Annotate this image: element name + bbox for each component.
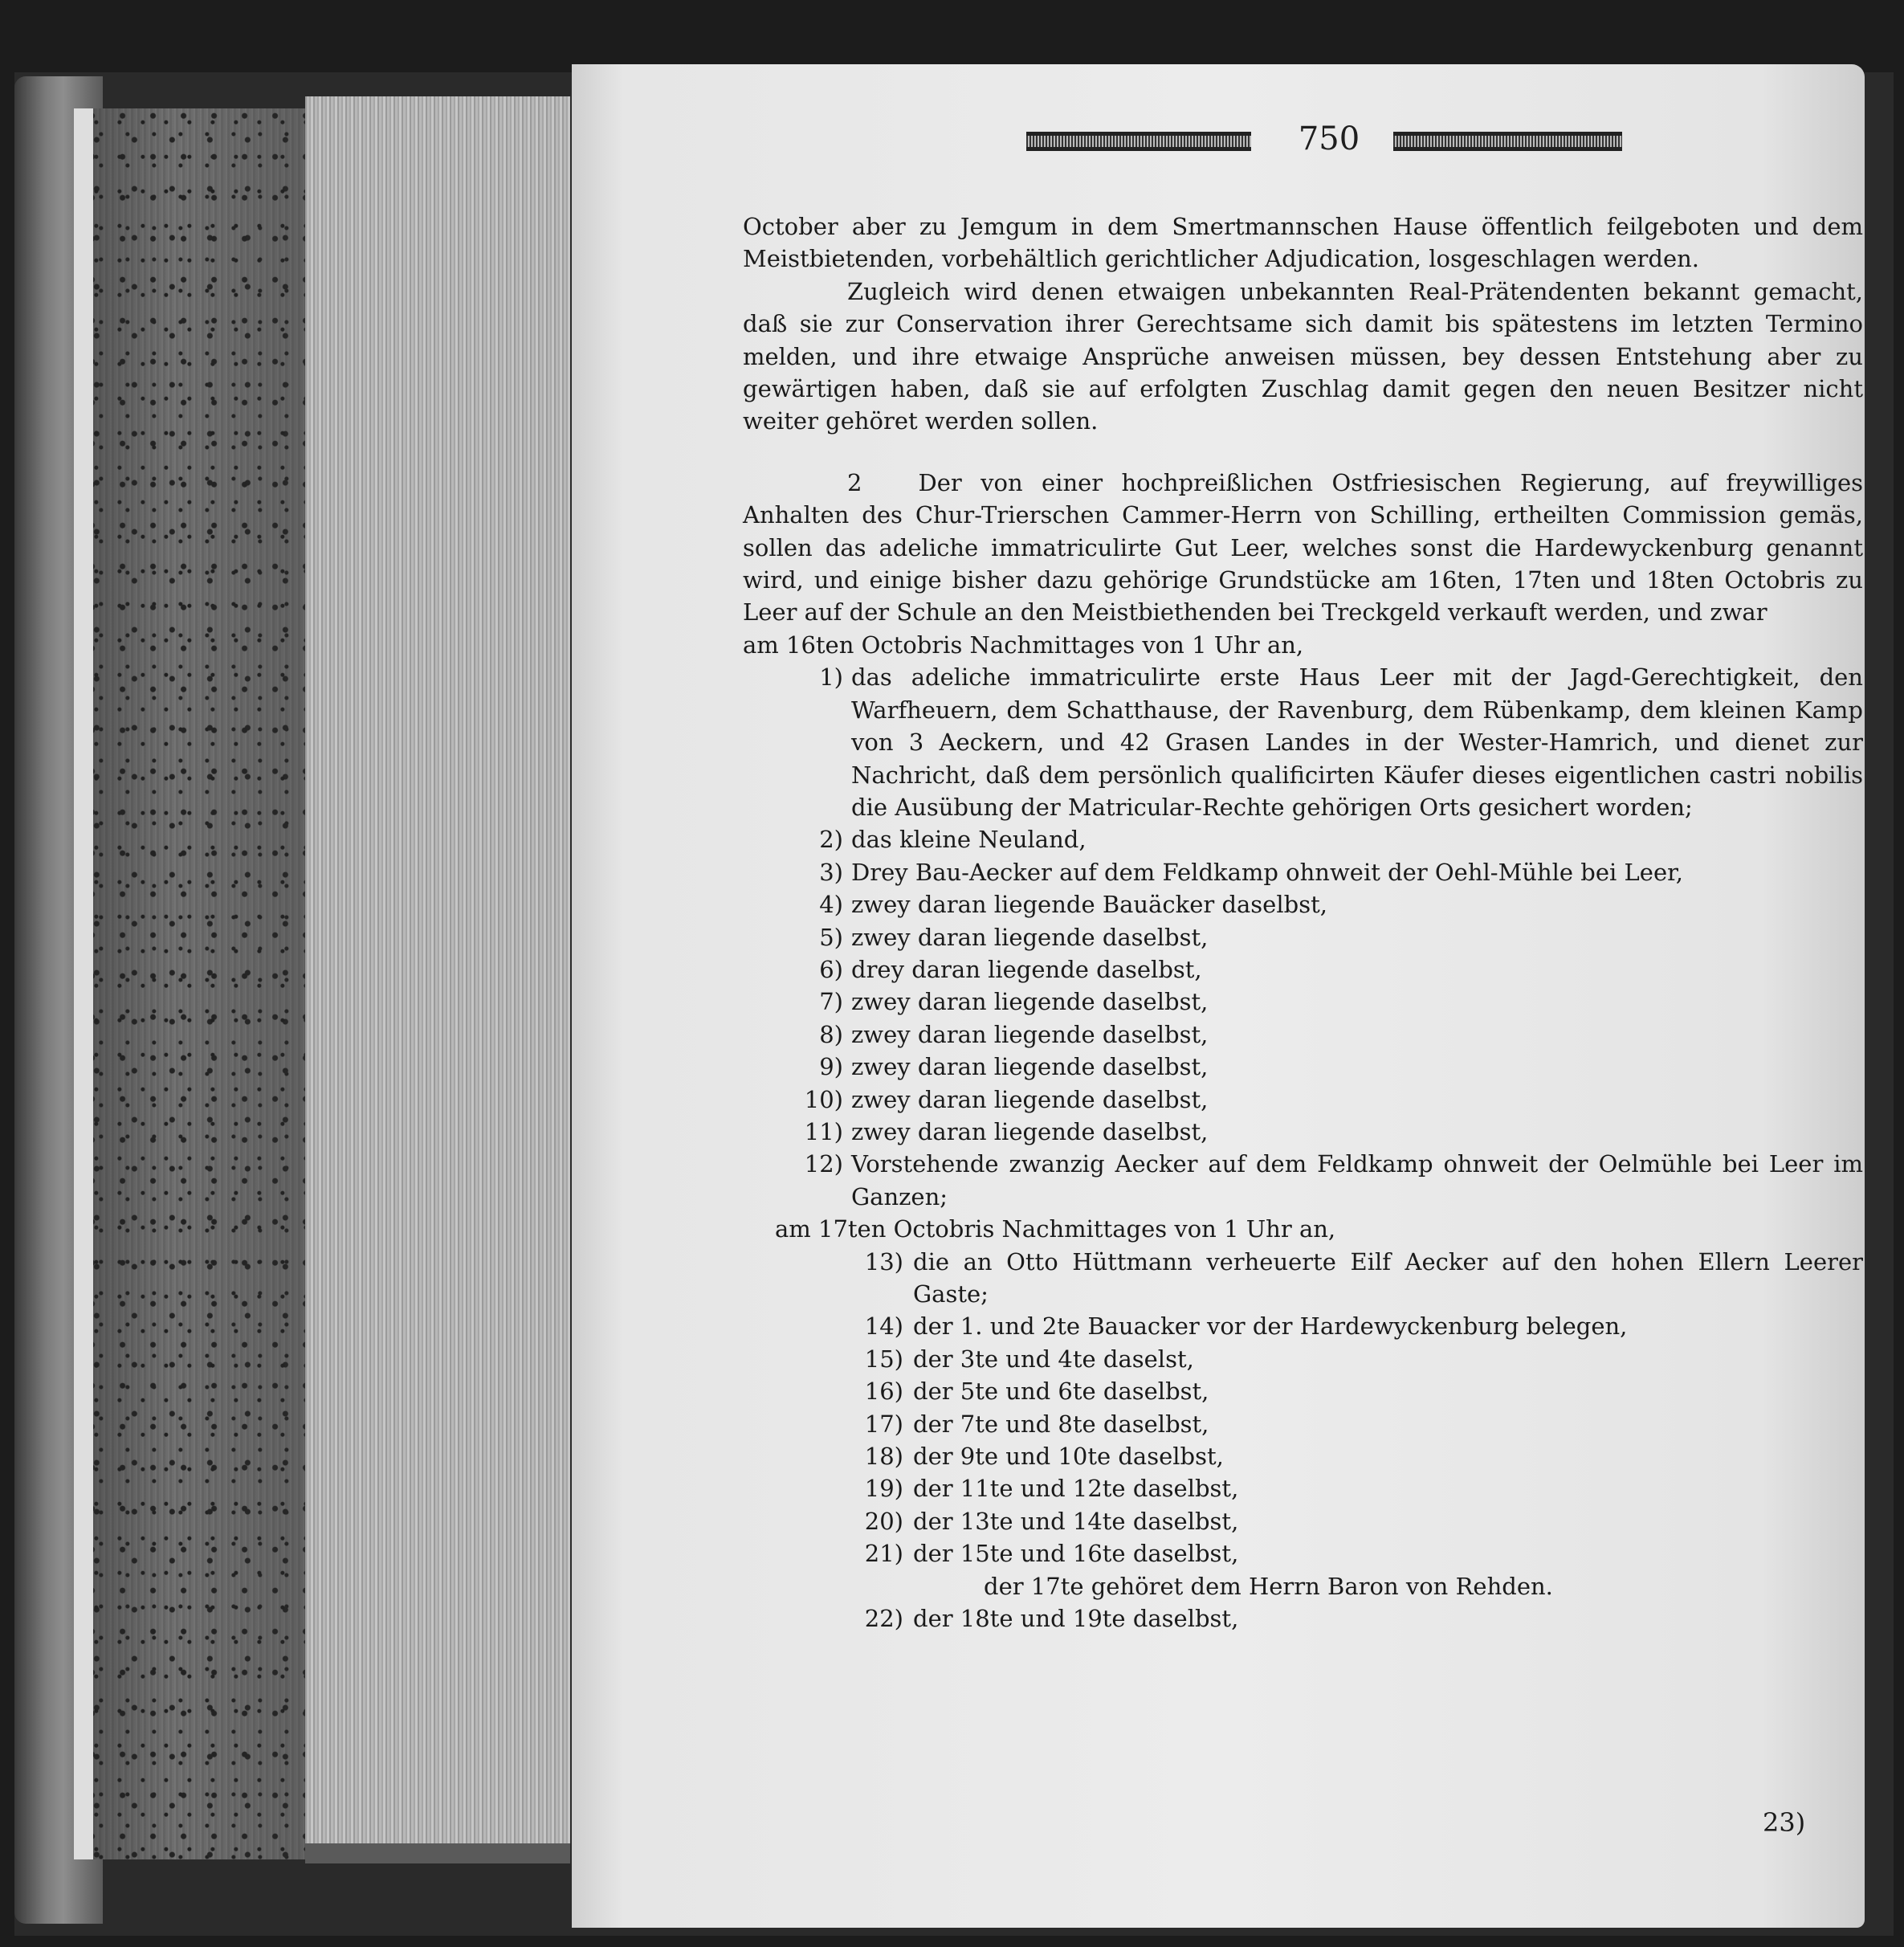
catchword: 23) [1763, 1807, 1806, 1838]
list-item [743, 1537, 1863, 1569]
day-1-heading: am 16ten Octobris Nachmittages von 1 Uhr an, [743, 631, 1304, 659]
list-item [743, 1051, 1863, 1083]
item-number: 2) [819, 826, 843, 854]
list-item [743, 823, 1863, 855]
item-number: 5) [819, 923, 843, 951]
header-ornament-left [1026, 132, 1251, 151]
item-text: der 15te und 16te daselbst, [913, 1540, 1239, 1568]
paragraph-2: Zugleich wird denen etwaigen unbekannten Real-Prätendenten bekannt gemacht, daß sie zur Conservation ihrer Gerechtsame sich damit bis spätestens im letzten Termino melden, und ihre etwaige Ansprüche anweisen müssen, bey dessen Entstehung aber zu gewärtigen haben, daß sie auf erfolgten Zuschlag damit gegen den neuen Besitzer nicht weiter gehöret werden sollen. [743, 277, 1863, 435]
item-number: 20) [864, 1507, 903, 1535]
list-item [743, 1408, 1863, 1440]
list-item [743, 661, 1863, 823]
day-2-list [743, 1246, 1863, 1570]
item-number: 11) [804, 1117, 843, 1145]
list-item [743, 986, 1863, 1018]
item-text: zwey daran liegende daselbst, [851, 1117, 1209, 1145]
section-text: Der von einer hochpreißlichen Ostfriesischen Regierung, auf freywilliges Anhalten des Chur-Trierschen Cammer-Herrn von Schilling, ertheilten Commission gemäs, sollen das adeliche immatriculirte Gut Leer, welches sonst die Hardewyckenburg genannt wird, und einige bisher dazu gehörige Grundstücke am 16ten, 17ten und 18ten Octobris zu Leer auf der Schule an den Meistbiethenden bei Treckgeld verkauft werden, und zwar [743, 468, 1864, 627]
item-number: 21) [864, 1540, 903, 1568]
list-item [743, 856, 1863, 888]
item-text: der 9te und 10te daselbst, [913, 1443, 1224, 1471]
list-item [743, 1505, 1863, 1537]
item-text: zwey daran liegende daselbst, [851, 1020, 1209, 1048]
list-item [743, 1148, 1863, 1213]
page-block-shade [88, 108, 305, 1859]
item-text: das adeliche immatriculirte erste Haus Leer mit der Jagd-Gerechtigkeit, den Warfheuern, dem Schatthause, der Ravenburg, dem Rübenkamp, dem kleinen Kamp von 3 Aeckern, und 42 Grasen Landes in der Wester-Hamrich, und dienet zur Nachricht, daß dem persönlich qualificirten Käufer dieses eigentlichen castri nobilis die Ausübung der Matricular-Rechte gehörigen Orts gesichert worden; [851, 663, 1863, 821]
item-text: zwey daran liegende daselbst, [851, 1085, 1209, 1113]
item-text: zwey daran liegende daselbst, [851, 1053, 1209, 1081]
item-number: 17) [864, 1410, 903, 1438]
header-ornament-right [1393, 132, 1622, 151]
item-number: 7) [819, 988, 843, 1016]
list-item [743, 1375, 1863, 1407]
item-number: 22) [864, 1605, 903, 1633]
item-text: Vorstehende zwanzig Aecker auf dem Feldkamp ohnweit der Oelmühle bei Leer im Ganzen; [851, 1150, 1863, 1210]
item-number: 15) [864, 1345, 903, 1373]
paragraph-gap [743, 438, 1863, 467]
list-item [743, 953, 1863, 986]
section-number: 2 [847, 468, 862, 496]
item-text: der 1. und 2te Bauacker vor der Hardewyckenburg belegen, [913, 1312, 1628, 1341]
list-item [743, 1472, 1863, 1504]
item-text: der 5te und 6te daselbst, [913, 1378, 1209, 1406]
item-number: 9) [819, 1053, 843, 1081]
page-number: 750 [1298, 120, 1360, 157]
item-text: der 13te und 14te daselbst, [913, 1507, 1239, 1535]
page-edges-bottom [305, 1843, 570, 1863]
list-item [743, 1116, 1863, 1148]
list-item [743, 921, 1863, 953]
item-number: 1) [819, 663, 843, 692]
list-item [743, 1310, 1863, 1342]
item-text: der 7te und 8te daselbst, [913, 1410, 1209, 1438]
day-2-heading: am 17ten Octobris Nachmittages von 1 Uhr an, [775, 1215, 1336, 1243]
item-text: Drey Bau-Aecker auf dem Feldkamp ohnweit der Oehl-Mühle bei Leer, [851, 858, 1683, 886]
item-text: die an Otto Hüttmann verheuerte Eilf Aecker auf den hohen Ellern Leerer Gaste; [913, 1247, 1863, 1308]
item-number: 8) [819, 1020, 843, 1048]
list-item [743, 1440, 1863, 1472]
list-item [743, 1018, 1863, 1051]
item-number: 14) [864, 1312, 903, 1341]
item-number: 12) [804, 1150, 843, 1178]
page-text [743, 210, 1863, 1635]
item-number: 4) [819, 891, 843, 919]
item-text: zwey daran liegende daselbst, [851, 988, 1209, 1016]
item-text: der 11te und 12te daselbst, [913, 1475, 1239, 1503]
list-item [743, 1084, 1863, 1116]
item-text: drey daran liegende daselbst, [851, 955, 1202, 983]
section-2 [743, 467, 1863, 629]
list-item [743, 1343, 1863, 1375]
item-text: das kleine Neuland, [851, 826, 1087, 854]
item-number: 6) [819, 955, 843, 983]
item-number: 18) [864, 1443, 903, 1471]
cover-inner-edge [74, 108, 93, 1859]
item-text: der 18te und 19te daselbst, [913, 1605, 1239, 1633]
page-edges [305, 96, 570, 1863]
item-number: 10) [804, 1085, 843, 1113]
list-item [743, 1246, 1863, 1311]
item-number: 13) [864, 1247, 903, 1276]
ownership-note: der 17te gehöret dem Herrn Baron von Rehden. [984, 1572, 1553, 1600]
item-text: zwey daran liegende Bauäcker daselbst, [851, 891, 1327, 919]
item-number: 3) [819, 858, 843, 886]
day-1-list [743, 661, 1863, 1213]
paragraph-1: October aber zu Jemgum in dem Smertmannschen Hause öffentlich feilgeboten und dem Meistbietenden, vorbehältlich gerichtlicher Adjudication, losgeschlagen werden. [743, 213, 1863, 273]
item-number: 16) [864, 1378, 903, 1406]
item-text: der 3te und 4te daselst, [913, 1345, 1194, 1373]
list-item [743, 1602, 1863, 1635]
item-number: 19) [864, 1475, 903, 1503]
list-item [743, 888, 1863, 920]
item-text: zwey daran liegende daselbst, [851, 923, 1209, 951]
